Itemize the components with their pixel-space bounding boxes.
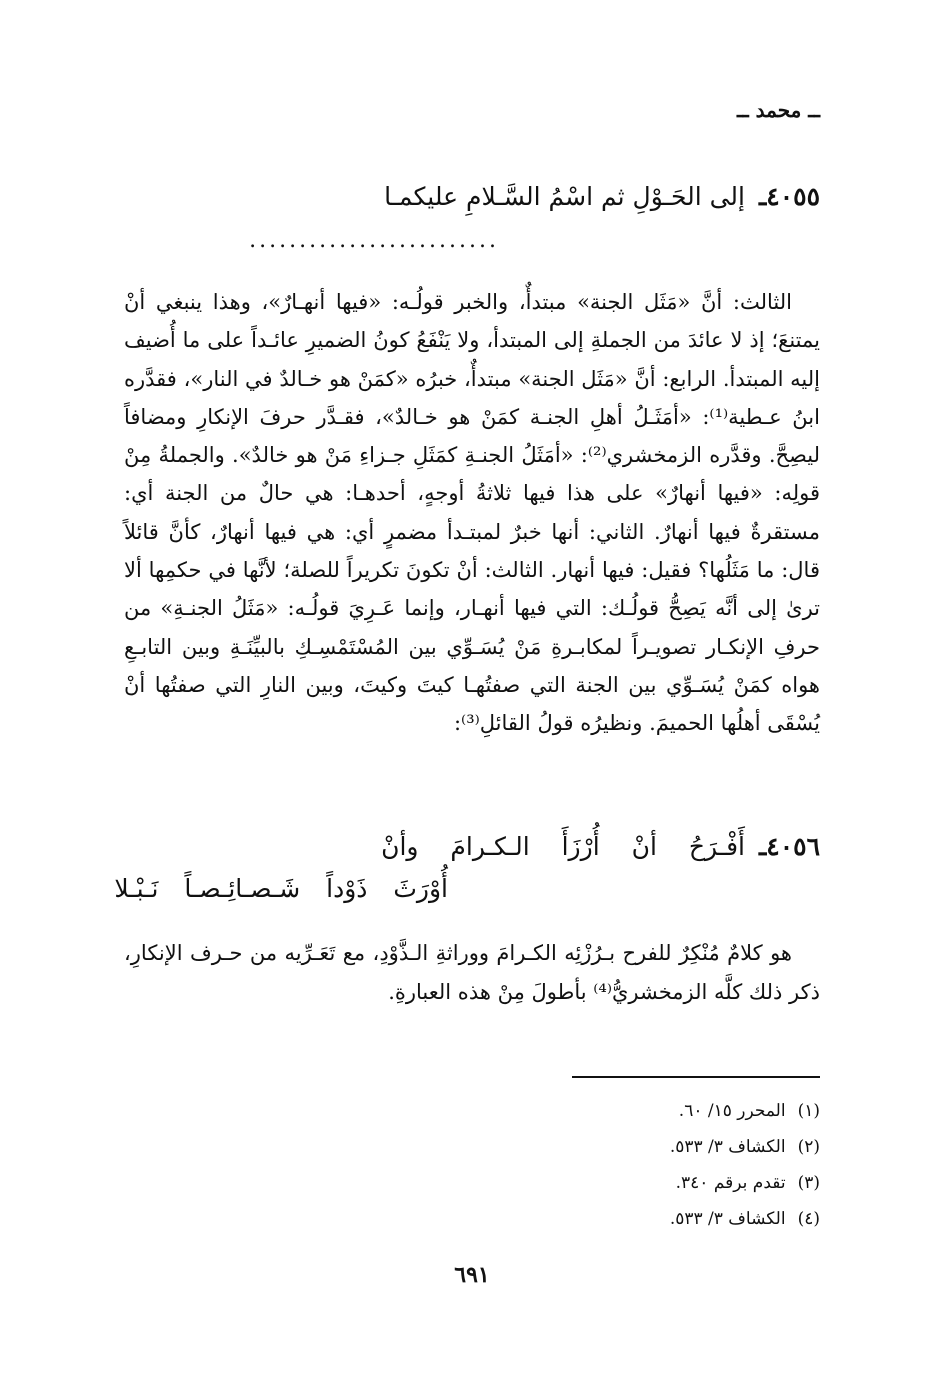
verse-4056-first-half: [116, 829, 820, 865]
running-header: ــ محمد ــ: [736, 98, 820, 122]
footnote-text: الكشاف ٣/ ٥٣٣.: [669, 1137, 786, 1157]
footnote-number: (٢): [797, 1137, 820, 1157]
paragraph-text: الثالث: أنَّ «مَثَل الجنة» مبتدأٌ، والخبر قولُـه: «فيها أنهـارٌ»، وهذا ينبغي أنْ يمتنعَ؛ إذ لا عائدَ من الجملةِ إلى المبتدأ، ولا يَنْفَعُ كونُ الضميرِ عائـداً على ما أُضيف إليه المبتدأ. الرابع: أنَّ «مَثَل الجنة» مبتدأٌ، خبرُه «كمَنْ هو خـالدٌ في النار»، فقدَّره ابنُ عـطية⁽¹⁾: «أمَثَـلُ أهلِ الجنـة كمَنْ هو خـالدٌ»، فقـدَّر حرفَ الإنكارِ ومضافاً ليصِحَّ. وقدَّره الزمخشري⁽²⁾: «أمَثَلُ الجنـةِ كمَثَلِ جـزاءِ مَنْ هو خالدٌ». والجملةُ مِنْ قولِه: «فيها أنهارٌ» على هذا فيها ثلاثةُ أوجهٍ، أحدهـا: هي حالٌ من الجنة أي: مستقرةٌ فيها أنهارٌ. الثاني: أنها خبرٌ لمبتـدأ مضمرٍ أي: هي فيها أنهارٌ، كأنَّ قائلاً قال: ما مَثَلُها؟ فقيل: فيها أنهار. الثالث: أنْ تكونَ تكريراً للصلة؛ لأنَّها في حكمِها ألا ترىٰ إلى أنَّه يَصِحُّ قولُـك: التي فيها أنهـار، وإنما عَـرِيَ قولُـه: «مَثَلُ الجنـةِ» من حرفِ الإنكـار تصويـراً لمكابـرةِ مَنْ يُسَـوِّي بين المُسْتَمْسِـكِ بالبيِّنَـةِ وبين التابـعِ هواه كمَنْ يُسَـوِّي بين الجنة التي صفتُهـا كيتَ وكيتَ، وبين النارِ التي صفتُها أنْ يُسْقَى أهلُها الحميمَ. ونظيرُه قولُ القائلِ⁽³⁾:: [124, 290, 821, 736]
footnote-number: (٣): [797, 1173, 820, 1193]
footnote-item: [420, 1129, 820, 1165]
footnote-text: المحرر ١٥/ ٦٠.: [678, 1101, 786, 1121]
omitted-hemistich-dots: .........................: [249, 228, 499, 253]
footnote-text: الكشاف ٣/ ٥٣٣.: [669, 1209, 786, 1229]
verse-4056-second-half: أُوْرَثَ ذَوْداً شَـصـائِـصـاً نَـبْـلا: [114, 874, 448, 903]
verse-number: ٤٠٥٥ـ: [758, 182, 820, 211]
footnote-number: (٤): [797, 1209, 820, 1229]
footnote-item: [420, 1201, 820, 1237]
page-number: ٦٩١: [454, 1262, 490, 1288]
footnote-item: [420, 1165, 820, 1201]
footnote-item: [420, 1093, 820, 1129]
paragraph-text: هو كلامٌ مُنْكِرٌ للفرح بـرُزْئِه الكـرامَ ووراثةِ الـذَّوْدِ، مع تَعَـرِّيه من حـرف الإنكارِ، ذكر ذلك كلَّه الزمخشريُّ⁽⁴⁾ بأطولَ مِنْ هذه العبارةِ.: [124, 941, 820, 1004]
commentary-paragraph-1: [124, 283, 820, 743]
verse-4055: [384, 180, 820, 214]
commentary-paragraph-2: [124, 934, 820, 1012]
footnote-text: تقدم برقم ٣٤٠.: [675, 1173, 786, 1193]
verse-text: إلى الحَـوْلِ ثم اسْمُ السَّـلامِ عليكمـا: [384, 182, 745, 211]
footnote-separator: [572, 1076, 820, 1078]
verse-number: ٤٠٥٦ـ: [758, 832, 820, 861]
footnotes-list: [420, 1093, 820, 1237]
footnote-number: (١): [797, 1101, 820, 1121]
verse-text: أَفْـرَحُ أنْ أُرْزَأَ الـكـرامَ وأنْ: [381, 832, 745, 861]
